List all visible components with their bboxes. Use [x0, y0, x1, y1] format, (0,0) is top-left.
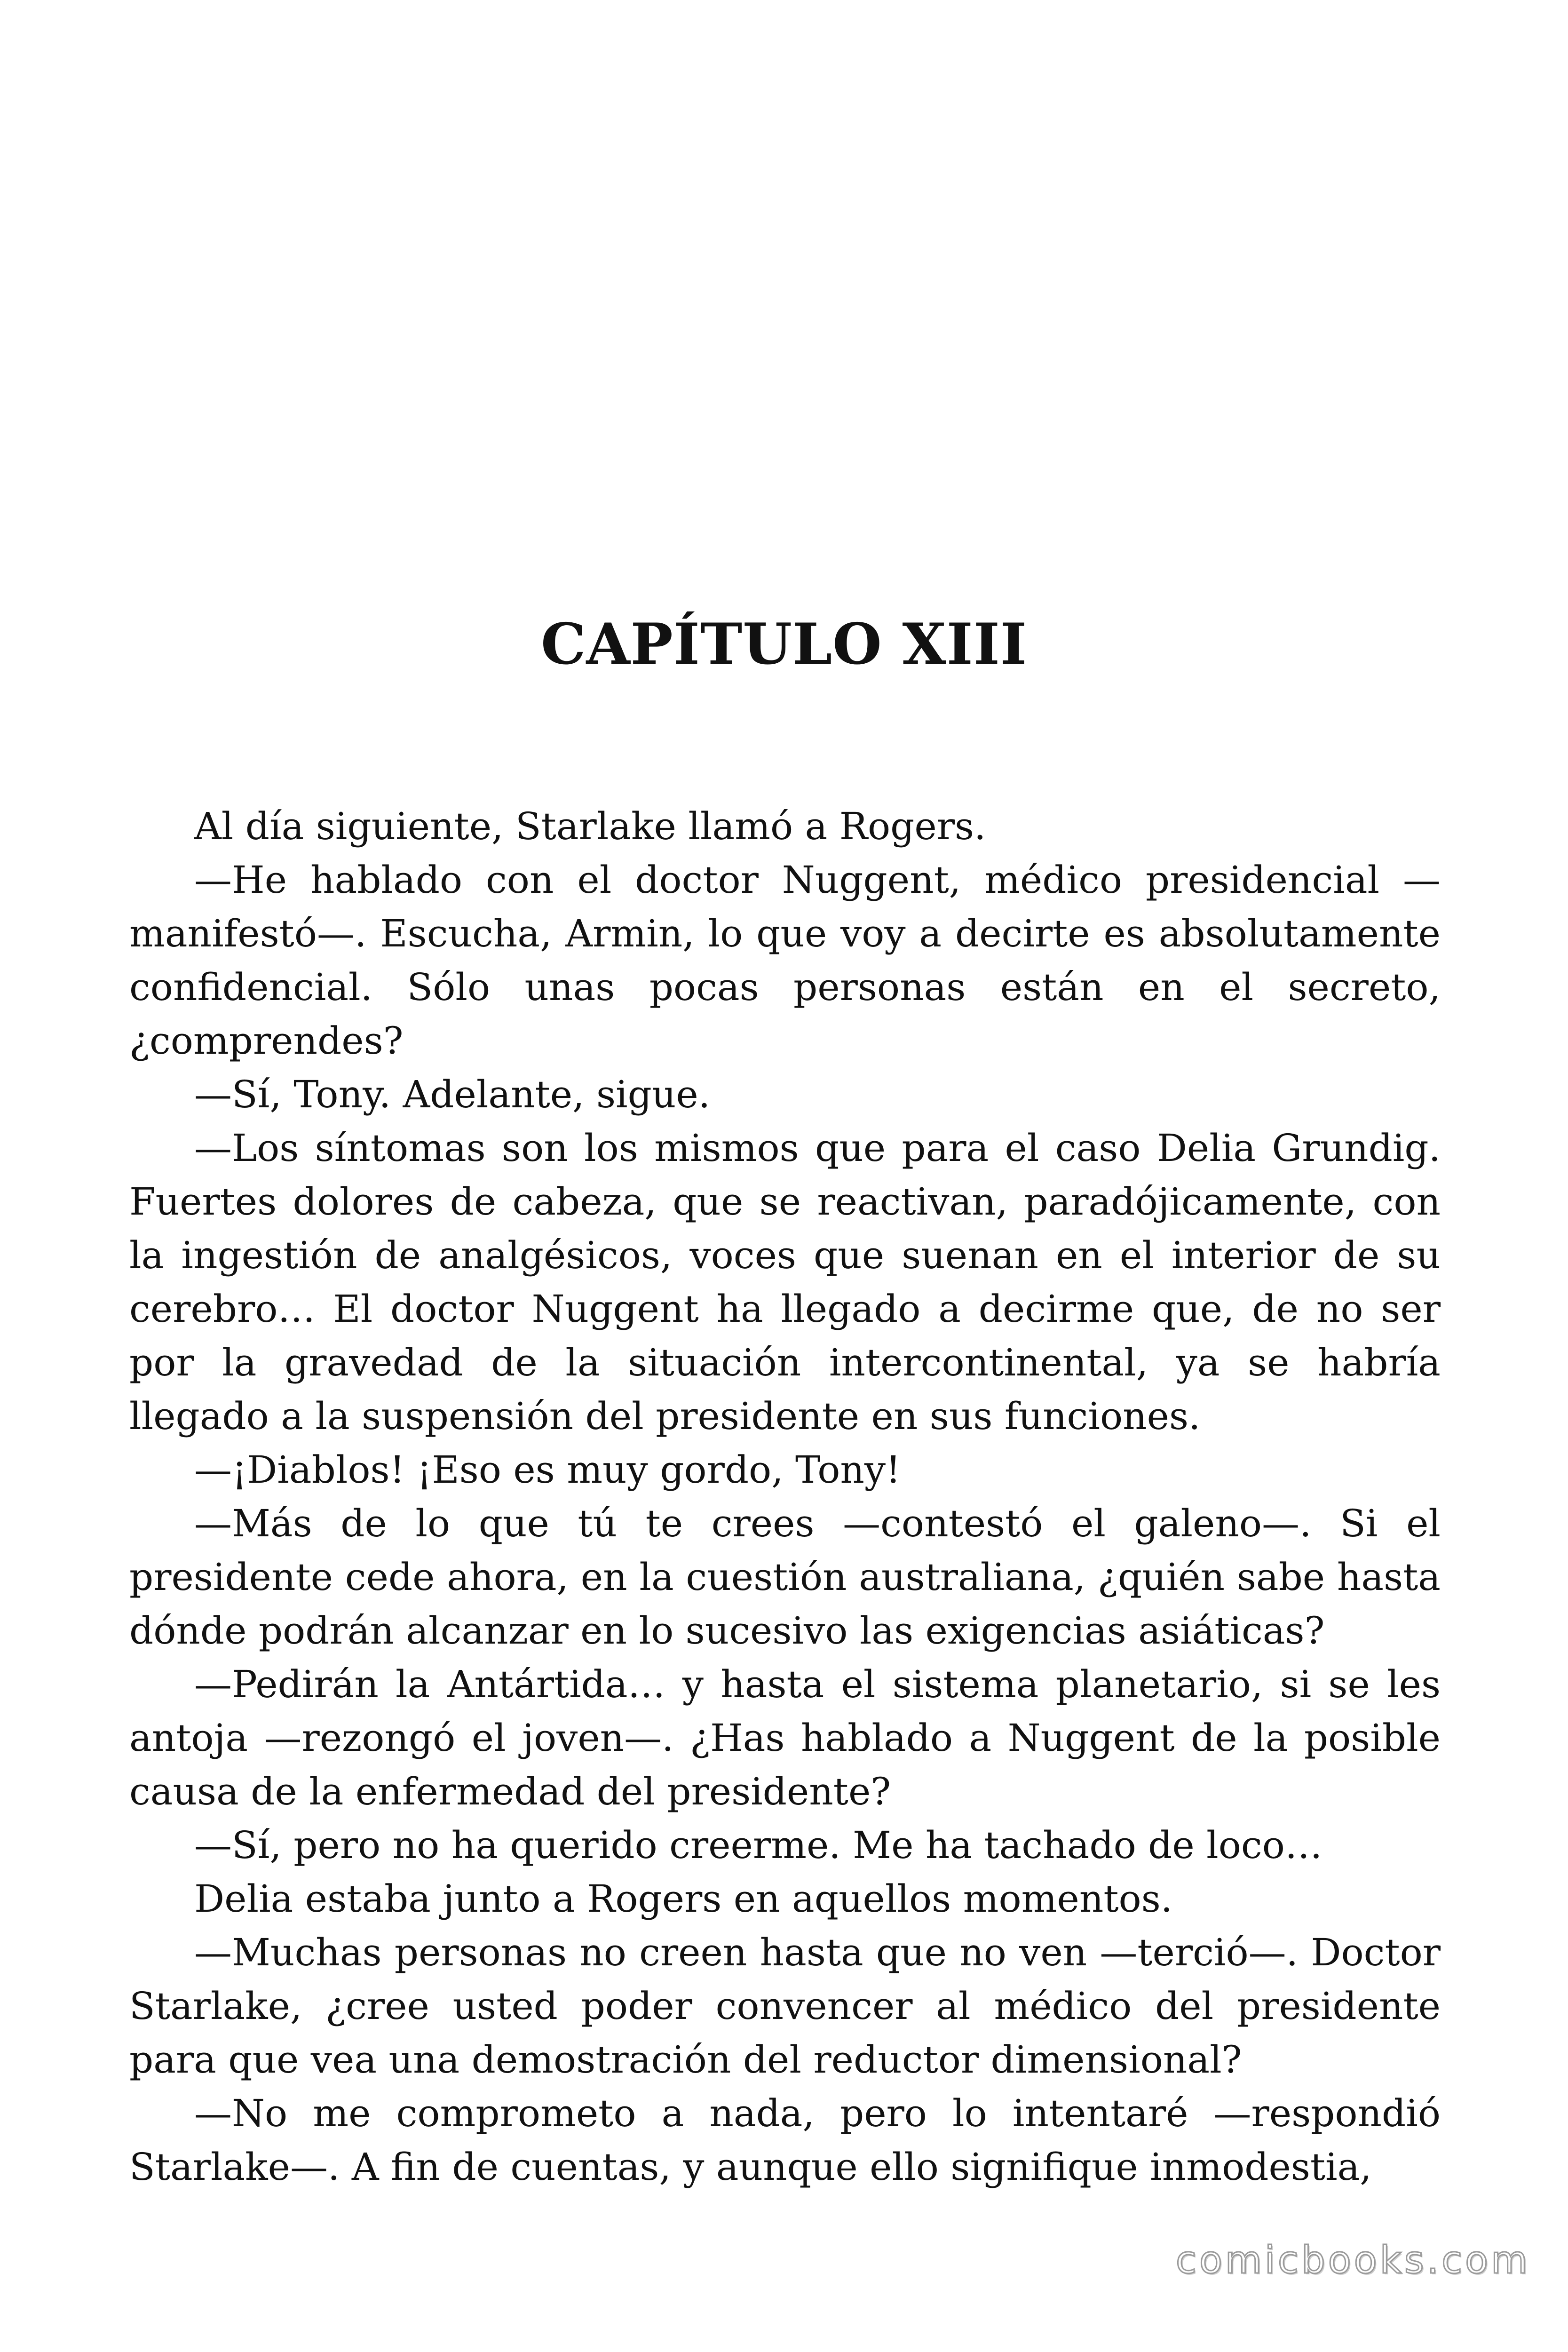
paragraph: —Sí, Tony. Adelante, sigue. — [194, 1073, 711, 1116]
paragraph: —Pedirán la Antártida… y hasta el sistema planetario, si se les antoja —rezongó el joven—. ¿Has hablado a Nuggent de la posible causa de la enfermedad del presidente? — [129, 1662, 1441, 1813]
chapter-title: CAPÍTULO XIII — [540, 611, 1028, 677]
paragraph: —Más de lo que tú te crees —contestó el galeno—. Si el presidente cede ahora, en la cuestión australiana, ¿quién sabe hasta dónde podrán alcanzar en lo sucesivo las exigencias asiáticas? — [129, 1502, 1441, 1653]
paragraph: —No me comprometo a nada, pero lo intentaré —respondió Starlake—. A fin de cuentas, y aunque ello signifique inmodestia, — [129, 2091, 1441, 2189]
paragraph: Delia estaba junto a Rogers en aquellos momentos. — [194, 1877, 1173, 1921]
paragraph: —Los síntomas son los mismos que para el caso Delia Grundig. Fuertes dolores de cabeza, que se reactivan, paradójicamente, con la ingestión de analgésicos, voces que suenan en el interior de su cerebro… El doctor Nuggent ha llegado a decirme que, de no ser por la gravedad de la situación intercontinental, ya se habría llegado a la suspensión del presidente en sus funciones. — [129, 1126, 1441, 1438]
paragraph: —¡Diablos! ¡Eso es muy gordo, Tony! — [194, 1448, 901, 1492]
body-text — [129, 800, 1441, 2194]
site-watermark: comicbooks.com — [1175, 2238, 1530, 2282]
paragraph: —He hablado con el doctor Nuggent, médico presidencial —manifestó—. Escucha, Armin, lo que voy a decirte es absolutamente confidencial. Sólo unas pocas personas están en el secreto, ¿comprendes? — [129, 858, 1441, 1063]
paragraph: —Muchas personas no creen hasta que no ven —terció—. Doctor Starlake, ¿cree usted poder convencer al médico del presidente para que vea una demostración del reductor dimensional? — [129, 1931, 1441, 2082]
paragraph: —Sí, pero no ha querido creerme. Me ha tachado de loco… — [194, 1823, 1323, 1867]
paragraph: Al día siguiente, Starlake llamó a Rogers. — [194, 804, 986, 848]
